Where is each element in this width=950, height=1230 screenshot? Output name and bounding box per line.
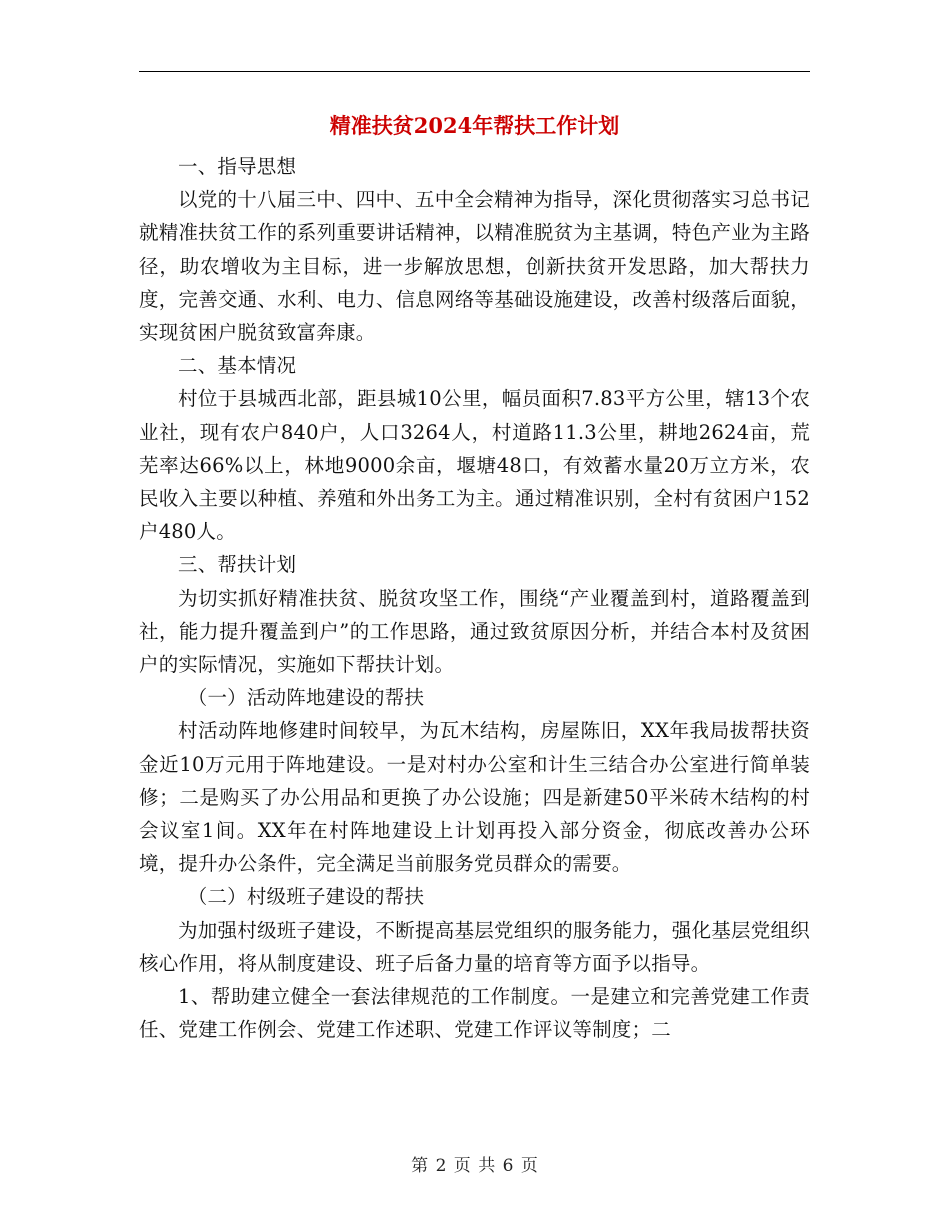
- section-heading-guiding-ideology: 一、指导思想: [178, 155, 297, 178]
- document-body: [139, 150, 810, 1046]
- subsection-heading-activity-venue: （一）活动阵地建设的帮扶: [187, 686, 425, 710]
- document-title: 精准扶贫2024年帮扶工作计划: [329, 113, 620, 138]
- header-rule: [139, 71, 810, 72]
- page-number: 第 2 页 共 6 页: [411, 1156, 539, 1176]
- paragraph-work-system: 1、帮助建立健全一套法律规范的工作制度。一是建立和完善党建工作责任、党建工作例会、党建工作述职、党建工作评议等制度；二: [139, 985, 810, 1042]
- subsection-heading-village-team: （二）村级班子建设的帮扶: [187, 885, 425, 909]
- paragraph-activity-venue: 村活动阵地修建时间较早，为瓦木结构，房屋陈旧，XX年我局拔帮扶资金近10万元用于阵地建设。一是对村办公室和计生三结合办公室进行简单装修；二是购买了办公用品和更换了办公设施；四是新建50平米砖木结构的村会议室1间。XX年在村阵地建设上计划再投入部分资金，彻底改善办公环境，提升办公条件，完全满足当前服务党员群众的需要。: [139, 719, 810, 876]
- paragraph-assistance-plan: 为切实抓好精准扶贫、脱贫攻坚工作，围绕“产业覆盖到村，道路覆盖到社，能力提升覆盖到户”的工作思路，通过致贫原因分析，并结合本村及贫困户的实际情况，实施如下帮扶计划。: [139, 586, 810, 677]
- section-heading-assistance-plan: 三、帮扶计划: [178, 553, 297, 577]
- section-heading-basic-situation: 二、基本情况: [178, 354, 297, 378]
- paragraph-basic-situation: 村位于县城西北部，距县城10公里，幅员面积7.83平方公里，辖13个农业社，现有农户840户，人口3264人，村道路11.3公里，耕地2624亩，荒芜率达66%以上，林地9000余亩，堰塘48口，有效蓄水量20万立方米，农民收入主要以种植、养殖和外出务工为主。通过精准识别，全村有贫困户152户480人。: [139, 387, 810, 544]
- paragraph-guiding-ideology: 以党的十八届三中、四中、五中全会精神为指导，深化贯彻落实习总书记就精准扶贫工作的系列重要讲话精神，以精准脱贫为主基调，特色产业为主路径，助农增收为主目标，进一步解放思想，创新扶贫开发思路，加大帮扶力度，完善交通、水利、电力、信息网络等基础设施建设，改善村级落后面貌，实现贫困户脱贫致富奔康。: [139, 188, 810, 345]
- paragraph-village-team: 为加强村级班子建设，不断提高基层党组织的服务能力，强化基层党组织核心作用，将从制度建设、班子后备力量的培育等方面予以指导。: [139, 918, 810, 975]
